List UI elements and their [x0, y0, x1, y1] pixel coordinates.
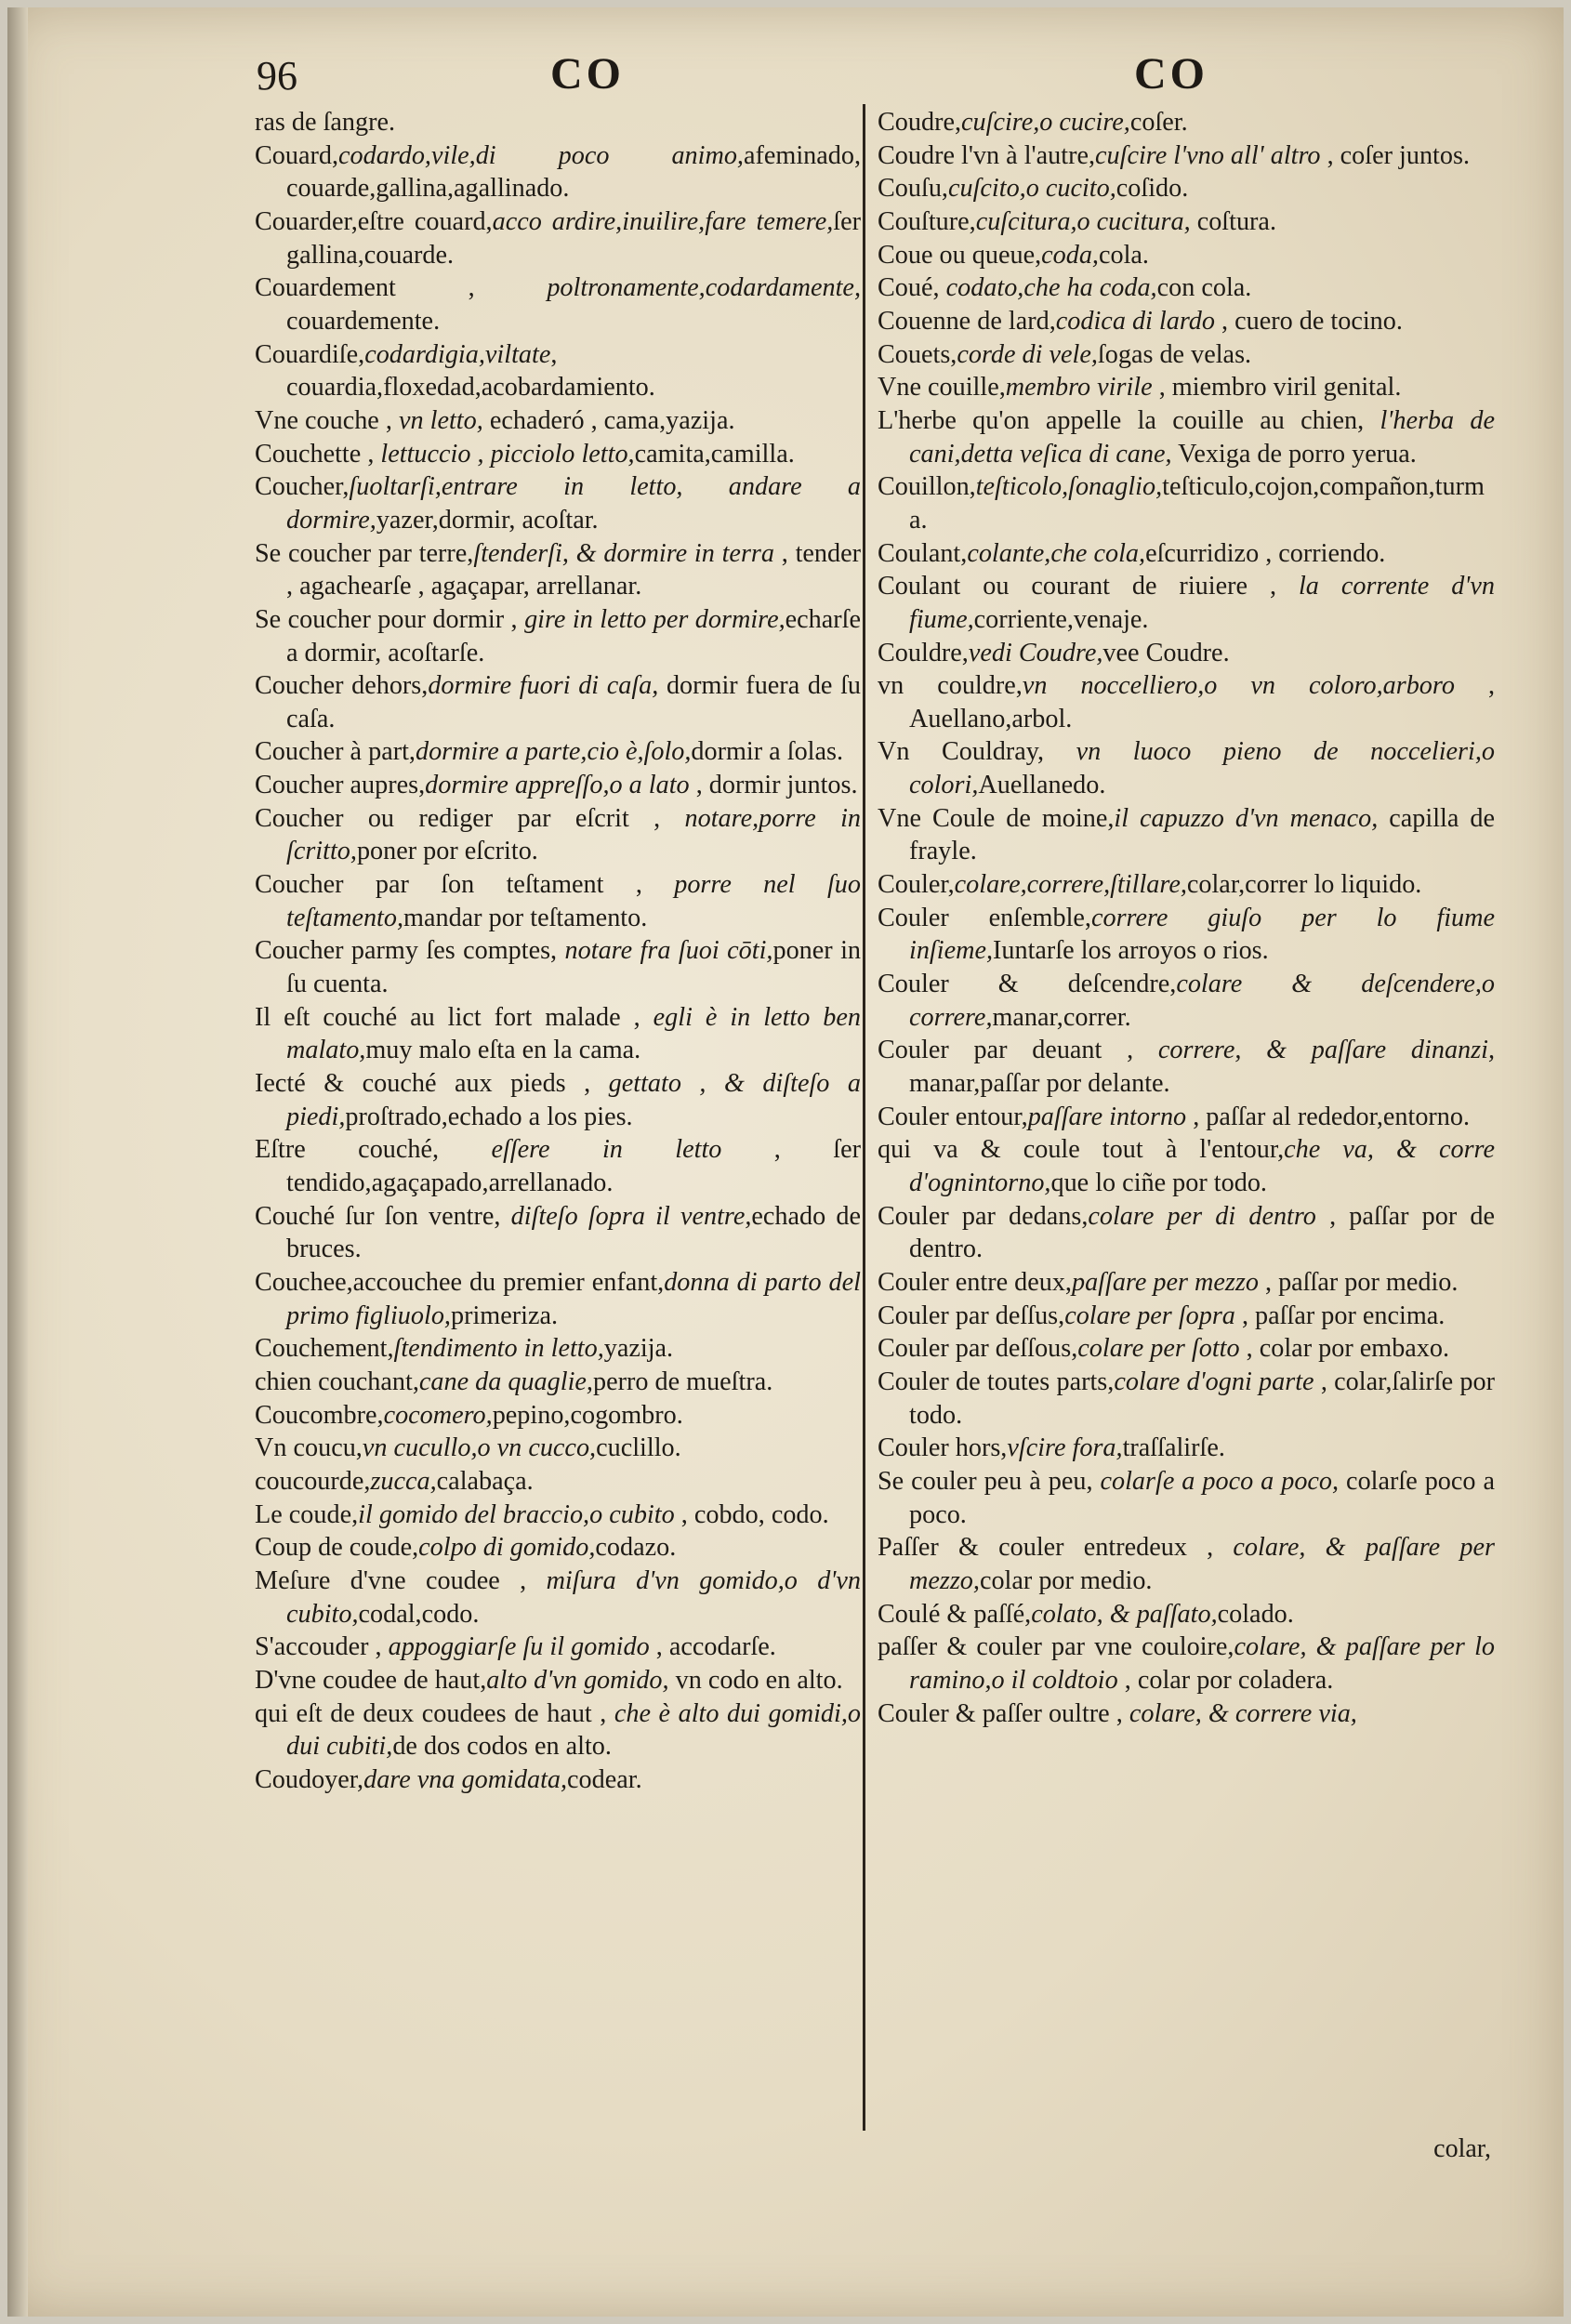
entry-spanish: , cuero de tocino. — [1214, 306, 1403, 336]
dictionary-entry — [255, 1664, 861, 1697]
dictionary-entry — [878, 1200, 1495, 1266]
entry-french: Vne couche , — [255, 405, 399, 435]
entry-spanish: de dos codos en alto. — [392, 1732, 612, 1762]
entry-french: Couarder,eſtre couard, — [255, 206, 493, 236]
entry-spanish: capilla de frayle. — [909, 803, 1495, 866]
dictionary-entry — [878, 637, 1495, 670]
entry-french: Coucher par ſon teſtament , — [255, 870, 675, 900]
entry-spanish: , accodarſe. — [649, 1632, 776, 1662]
entry-spanish: codear. — [567, 1764, 642, 1794]
left-column — [255, 106, 861, 1796]
entry-spanish: traſſalirſe. — [1122, 1433, 1225, 1463]
dictionary-entry — [878, 802, 1495, 868]
entry-italian: ſtenderſi, & dormire in terra — [473, 538, 774, 568]
entry-french: Coucher, — [255, 472, 350, 502]
dictionary-entry — [878, 271, 1495, 305]
running-head-right: CO — [1134, 49, 1208, 99]
dictionary-entry — [255, 1200, 861, 1266]
entry-italian: colato, & paſſato, — [1031, 1599, 1218, 1629]
dictionary-entry — [255, 139, 861, 205]
entry-french: Couſu, — [878, 174, 948, 204]
entry-french: qui eſt de deux coudees de haut , — [255, 1698, 614, 1728]
dictionary-entry — [255, 934, 861, 1000]
entry-italian: cuſcire l'vno all' altro — [1095, 140, 1321, 170]
dictionary-entry — [255, 1531, 861, 1565]
entry-french: Se couler peu à peu, — [878, 1466, 1101, 1496]
entry-spanish: primeriza. — [450, 1301, 559, 1330]
entry-spanish: Iuntarſe los arroyos o rios. — [993, 936, 1269, 966]
dictionary-entry — [255, 1133, 861, 1199]
entry-french: Couler hors, — [878, 1433, 1008, 1463]
entry-spanish: , tender , agachearſe , agaçapar, arrellanar. — [286, 538, 861, 601]
entry-italian: correre, & paſſare dinanzi, — [1157, 1036, 1495, 1065]
entry-italian: dormire fuori di caſa, — [428, 671, 659, 701]
entry-italian: paſſare intorno — [1027, 1102, 1187, 1131]
dictionary-entry — [878, 1432, 1495, 1465]
dictionary-entry — [878, 305, 1495, 338]
entry-spanish: couardemente. — [286, 306, 441, 336]
entry-spanish: colarſe poco a poco. — [909, 1466, 1495, 1529]
entry-french: Coue ou queue, — [878, 240, 1042, 270]
entry-spanish: teſticulo,cojon,compañon,turma. — [909, 472, 1485, 535]
entry-italian: miſura d'vn gomido,o d'vn cubito, — [286, 1565, 861, 1629]
entry-italian: codato,che ha coda, — [945, 273, 1157, 303]
entry-italian: cane da quaglie, — [418, 1367, 593, 1396]
entry-spanish: , coſer juntos. — [1320, 140, 1470, 170]
dictionary-entry — [878, 1366, 1495, 1432]
entry-italian: gettato , & diſteſo a piedi, — [286, 1069, 861, 1131]
entry-french: Couler par deſſus, — [878, 1301, 1065, 1330]
dictionary-entry — [878, 338, 1495, 372]
entry-french: Le coude, — [255, 1499, 359, 1529]
entry-italian: coda, — [1041, 240, 1099, 270]
entry-italian: correre giuſo per lo fiume inſieme, — [909, 903, 1496, 966]
dictionary-entry — [255, 106, 861, 139]
dictionary-entry — [255, 470, 861, 536]
entry-french: Couchette , — [255, 439, 381, 469]
dictionary-entry — [255, 1631, 861, 1664]
entry-italian: egli è in letto ben malato, — [286, 1002, 861, 1065]
entry-french: Vne couille, — [878, 373, 1006, 403]
entry-italian: l'herba de cani,detta veſica di cane, — [909, 405, 1495, 469]
entry-french: Couillon, — [878, 472, 976, 502]
dictionary-entry — [878, 1598, 1495, 1631]
entry-french: Paſſer & couler entredeux , — [878, 1533, 1234, 1563]
book-page — [7, 7, 1564, 2317]
dictionary-entry — [878, 669, 1495, 735]
dictionary-entry — [255, 1001, 861, 1067]
entry-french: Coup de coude, — [255, 1533, 419, 1563]
entry-italian: cuſcito,o cucito, — [947, 174, 1116, 204]
entry-spanish: ſogas de velas. — [1097, 339, 1252, 369]
entry-french: ras de ſangre. — [255, 108, 396, 137]
entry-french: Meſure d'vne coudee , — [255, 1565, 547, 1595]
dictionary-entry — [878, 735, 1495, 801]
entry-spanish: , paſſar por medio. — [1258, 1267, 1459, 1297]
entry-spanish: camita,camilla. — [634, 439, 795, 469]
entry-italian: vn cucullo,o vn cucco, — [362, 1433, 597, 1463]
entry-french: Couchement, — [255, 1334, 394, 1364]
entry-spanish: manar,paſſar por delante. — [909, 1069, 1170, 1099]
dictionary-entry — [255, 1432, 861, 1465]
entry-spanish: dormir fuera de ſu caſa. — [286, 671, 861, 733]
entry-italian: notare,porre in ſcritto, — [286, 803, 861, 866]
dictionary-entry — [255, 205, 861, 271]
entry-spanish: que lo ciñe por todo. — [1050, 1169, 1267, 1197]
dictionary-entry — [255, 1366, 861, 1399]
dictionary-entry — [255, 1399, 861, 1433]
entry-spanish: , Auellano,arbol. — [909, 671, 1495, 733]
dictionary-entry — [878, 1266, 1495, 1300]
dictionary-entry — [878, 371, 1495, 404]
entry-spanish: , paſſar por encima. — [1234, 1301, 1446, 1330]
entry-italian: il capuzzo d'vn menaco, — [1114, 803, 1379, 833]
entry-italian: colare,correre,ſtillare, — [954, 870, 1187, 900]
entry-spanish: afeminado, couarde,gallina,agallinado. — [286, 140, 861, 204]
dictionary-entry — [255, 802, 861, 868]
entry-french: vn couldre, — [878, 671, 1023, 701]
dictionary-entry — [255, 338, 861, 404]
entry-french: Coucher ou rediger par eſcrit , — [255, 803, 685, 833]
entry-french: Coulant ou courant de riuiere , — [878, 572, 1299, 601]
dictionary-entry — [878, 1034, 1495, 1100]
entry-italian: dormire appreſſo,o a lato — [425, 771, 690, 800]
entry-french: Couler enſemble, — [878, 903, 1091, 932]
entry-spanish: perro de mueſtra. — [592, 1367, 773, 1396]
entry-spanish: cuclillo. — [596, 1433, 681, 1463]
entry-spanish: Auellanedo. — [978, 771, 1106, 800]
dictionary-entry — [878, 1300, 1495, 1333]
dictionary-entry — [255, 1499, 861, 1532]
entry-french: L'herbe qu'on appelle la couille au chien, — [878, 405, 1380, 435]
entry-spanish: codazo. — [595, 1533, 677, 1563]
entry-spanish: con cola. — [1156, 273, 1252, 303]
entry-spanish: muy malo eſta en la cama. — [365, 1036, 641, 1065]
entry-italian: colare d'ogni parte — [1114, 1367, 1314, 1396]
entry-italian: colante,che cola, — [967, 538, 1146, 568]
dictionary-entry — [255, 735, 861, 769]
entry-french: D'vne coudee de haut, — [255, 1665, 487, 1695]
dictionary-entry — [878, 537, 1495, 571]
dictionary-entry — [255, 603, 861, 669]
dictionary-entry — [255, 1266, 861, 1332]
entry-italian: paſſare per mezzo — [1071, 1267, 1259, 1297]
dictionary-entry — [255, 271, 861, 337]
entry-spanish: eſcurridizo , corriendo. — [1145, 538, 1386, 568]
entry-italian: vn luoco pieno de noccelieri,o colori, — [909, 737, 1496, 800]
entry-italian: donna di parto del primo figliuolo, — [286, 1267, 861, 1330]
entry-italian: ſuoltarſi,entrare in letto, andare a dormire, — [286, 472, 861, 535]
entry-french: Coué, — [878, 273, 946, 303]
dictionary-entry — [878, 1697, 1495, 1731]
entry-italian: che è alto dui gomidi,o dui cubiti, — [286, 1698, 861, 1762]
entry-french: Couenne de lard, — [878, 306, 1056, 336]
entry-french: Couchee,accouchee du premier enfant, — [255, 1267, 665, 1297]
entry-italian: codardigia,viltate — [364, 339, 551, 369]
dictionary-entry — [878, 1531, 1495, 1597]
entry-spanish: , paſſar al rededor,entorno. — [1186, 1102, 1471, 1131]
entry-italian: vedi Coudre, — [968, 638, 1103, 667]
entry-italian: corde di vele, — [957, 339, 1098, 369]
entry-italian: diſteſo ſopra il ventre, — [510, 1201, 752, 1231]
entry-french: Se coucher par terre, — [255, 538, 474, 568]
entry-spanish: , paſſar por de dentro. — [909, 1201, 1495, 1264]
entry-italian: acco ardire,inuilire,fare temere, — [492, 206, 834, 236]
dictionary-entry — [878, 1332, 1495, 1366]
dictionary-entry — [255, 769, 861, 802]
entry-spanish: , dormir juntos. — [689, 771, 858, 800]
entry-spanish: , colar,ſalirſe por todo. — [909, 1367, 1495, 1430]
dictionary-entry — [255, 868, 861, 934]
dictionary-entry — [878, 205, 1495, 239]
entry-spanish: , couardia,floxedad,acobardamiento. — [286, 339, 655, 403]
dictionary-entry — [878, 1631, 1495, 1697]
entry-italian: membro virile — [1005, 373, 1153, 403]
entry-french: Couché ſur ſon ventre, — [255, 1201, 511, 1231]
entry-french: Se coucher pour dormir , — [255, 604, 525, 634]
dictionary-entry — [255, 1465, 861, 1499]
entry-italian: codardo,vile,di poco animo, — [338, 140, 744, 170]
entry-spanish: corriente,venaje. — [973, 604, 1149, 634]
dictionary-entry — [255, 669, 861, 735]
entry-italian: colpo di gomido, — [418, 1533, 596, 1563]
entry-french: Couard, — [255, 140, 339, 170]
entry-spanish: codal,codo. — [358, 1599, 480, 1629]
entry-italian: zucca, — [370, 1466, 437, 1496]
entry-italian: poltronamente,codardamente, — [547, 273, 861, 303]
entry-french: Couſture, — [878, 206, 976, 236]
entry-spanish: yazija. — [603, 1334, 674, 1364]
entry-italian: colare per ſotto — [1077, 1334, 1240, 1364]
entry-spanish: manar,correr. — [992, 1002, 1131, 1032]
entry-italian: lettuccio , picciolo letto, — [380, 439, 635, 469]
running-head-left: CO — [550, 49, 625, 99]
catchword: colar, — [1433, 2134, 1491, 2163]
entry-french: Coucher à part, — [255, 737, 416, 767]
right-column — [878, 106, 1495, 1730]
entry-spanish: coſtura. — [1190, 206, 1276, 236]
entry-french: Iecté & couché aux pieds , — [255, 1069, 609, 1099]
entry-french: Il eſt couché au lict fort malade , — [255, 1002, 653, 1032]
entry-french: Coulé & paſſé, — [878, 1599, 1032, 1629]
dictionary-entry — [878, 570, 1495, 636]
entry-italian: colarſe a poco a poco, — [1100, 1466, 1340, 1496]
binding-gutter — [7, 7, 28, 2317]
dictionary-entry — [878, 239, 1495, 272]
entry-spanish: dormir a ſolas. — [691, 737, 844, 767]
dictionary-entry — [878, 106, 1495, 139]
entry-spanish: , colar por embaxo. — [1239, 1334, 1450, 1364]
dictionary-entry — [255, 1763, 861, 1797]
entry-french: Couler de toutes parts, — [878, 1367, 1115, 1396]
entry-italian: dare vna gomidata, — [363, 1764, 568, 1794]
entry-italian: vſcire fora, — [1007, 1433, 1123, 1463]
entry-french: Vne Coule de moine, — [878, 803, 1115, 833]
entry-french: chien couchant, — [255, 1367, 419, 1396]
entry-french: Coudoyer, — [255, 1764, 364, 1794]
entry-french: Coucher parmy ſes comptes, — [255, 936, 565, 966]
dictionary-entry — [878, 968, 1495, 1034]
entry-french: Coucher aupres, — [255, 771, 426, 800]
entry-italian: alto d'vn gomido, — [486, 1665, 669, 1695]
entry-italian: il gomido del braccio,o cubito — [358, 1499, 675, 1529]
entry-italian: porre nel ſuo teſtamento, — [286, 870, 861, 932]
entry-french: Couler & deſcendre, — [878, 970, 1177, 999]
entry-italian: colare & deſcendere,o correre, — [909, 970, 1496, 1032]
entry-spanish: cola. — [1098, 240, 1149, 270]
entry-italian: cuſcitura,o cucitura, — [975, 206, 1191, 236]
entry-spanish: vn codo en alto. — [668, 1665, 843, 1695]
entry-french: Couler entre deux, — [878, 1267, 1072, 1297]
entry-italian: cuſcire,o cucire, — [961, 108, 1130, 137]
entry-italian: colare, & paſſare per lo ramino,o il coldtoio — [909, 1632, 1495, 1695]
entry-french: Couler par deſſous, — [878, 1334, 1078, 1364]
entry-french: coucourde, — [255, 1466, 371, 1496]
entry-italian: che va, & corre d'ognintorno, — [909, 1135, 1495, 1197]
dictionary-entry — [255, 1332, 861, 1366]
entry-spanish: poner por eſcrito. — [356, 837, 538, 866]
entry-spanish: colar,correr lo liquido. — [1186, 870, 1422, 900]
entry-italian: notare fra ſuoi cōti, — [564, 936, 773, 966]
entry-spanish: echarſe a dormir, acoſtarſe. — [286, 604, 861, 667]
entry-spanish: , cobdo, codo. — [674, 1499, 829, 1529]
column-divider — [863, 104, 865, 2131]
entry-french: Coudre l'vn à l'autre, — [878, 140, 1096, 170]
dictionary-entry — [255, 1067, 861, 1133]
entry-italian: appoggiarſe ſu il gomido — [388, 1632, 650, 1662]
entry-spanish: pepino,cogombro. — [492, 1400, 683, 1430]
entry-french: Coucher dehors, — [255, 671, 429, 701]
entry-french: Couardement , — [255, 273, 548, 303]
entry-french: Vn Couldray, — [878, 737, 1076, 767]
entry-spanish: yazer,dormir, acoſtar. — [376, 505, 599, 535]
dictionary-entry — [878, 470, 1495, 536]
entry-italian: colare per di dentro — [1088, 1201, 1316, 1231]
entry-french: Couardiſe, — [255, 339, 365, 369]
entry-french: Couler par deuant , — [878, 1036, 1158, 1065]
dictionary-entry — [255, 1697, 861, 1763]
entry-italian: dormire a parte,cio è,ſolo, — [415, 737, 692, 767]
entry-italian: colare, & correre via, — [1129, 1698, 1357, 1728]
entry-french: qui va & coule tout à l'entour, — [878, 1135, 1285, 1165]
entry-spanish: Vexiga de porro yerua. — [1171, 439, 1417, 469]
entry-french: Coucombre, — [255, 1400, 384, 1430]
entry-italian: la corrente d'vn fiume, — [909, 572, 1495, 634]
dictionary-entry — [878, 902, 1495, 968]
entry-french: paſſer & couler par vne couloire, — [878, 1632, 1234, 1662]
entry-italian: vn letto, — [398, 405, 483, 435]
entry-italian: codica di lardo — [1055, 306, 1215, 336]
entry-french: S'accouder , — [255, 1632, 389, 1662]
dictionary-entry — [878, 1133, 1495, 1199]
entry-spanish: colado. — [1217, 1599, 1294, 1629]
entry-french: Couler, — [878, 870, 955, 900]
dictionary-entry — [878, 868, 1495, 902]
entry-spanish: poner in ſu cuenta. — [286, 936, 862, 999]
entry-italian: gire in letto per dormire, — [524, 604, 786, 634]
entry-french: Vn coucu, — [255, 1433, 363, 1463]
entry-spanish: , miembro viril genital. — [1152, 373, 1402, 403]
entry-french: Coulant, — [878, 538, 968, 568]
entry-french: Eſtre couché, — [255, 1135, 492, 1165]
dictionary-entry — [255, 404, 861, 438]
entry-spanish: calabaça. — [436, 1466, 534, 1496]
entry-spanish: ſer gallina,couarde. — [286, 206, 861, 270]
entry-french: Coudre, — [878, 108, 962, 137]
dictionary-entry — [255, 1565, 861, 1631]
entry-french: Couets, — [878, 339, 957, 369]
entry-italian: cocomero, — [383, 1400, 493, 1430]
entry-italian: ſtendimento in letto, — [393, 1334, 604, 1364]
dictionary-entry — [878, 1101, 1495, 1134]
entry-spanish: echado de bruces. — [286, 1201, 861, 1264]
dictionary-entry — [878, 172, 1495, 205]
entry-italian: colare per ſopra — [1064, 1301, 1235, 1330]
entry-spanish: proſtrado,echado a los pies. — [345, 1102, 633, 1131]
entry-spanish: coſido. — [1116, 174, 1189, 204]
entry-spanish: , ſer tendido,agaçapado,arrellanado. — [286, 1135, 861, 1197]
entry-french: Couler & paſſer oultre , — [878, 1698, 1129, 1728]
entry-french: Couler entour, — [878, 1102, 1028, 1131]
entry-spanish: coſer. — [1129, 108, 1188, 137]
entry-spanish: vee Coudre. — [1102, 638, 1230, 667]
entry-italian: vn noccelliero,o vn coloro,arboro — [1022, 671, 1455, 701]
entry-italian: eſſere in letto — [491, 1135, 722, 1165]
entry-spanish: mandar por teſtamento. — [403, 903, 648, 932]
dictionary-entry — [878, 139, 1495, 173]
entry-spanish: , colar por coladera. — [1117, 1665, 1334, 1695]
entry-french: Couldre, — [878, 638, 969, 667]
entry-spanish: colar por medio. — [979, 1565, 1153, 1595]
entry-french: Couler par dedans, — [878, 1201, 1089, 1231]
entry-italian: teſticolo,ſonaglio, — [975, 472, 1163, 502]
entry-italian: colare, & paſſare per mezzo, — [909, 1533, 1495, 1595]
dictionary-entry — [878, 404, 1495, 470]
entry-spanish: echaderó , cama,yazija. — [482, 405, 735, 435]
dictionary-entry — [255, 438, 861, 471]
dictionary-entry — [255, 537, 861, 603]
page-number: 96 — [257, 53, 297, 99]
dictionary-entry — [878, 1465, 1495, 1531]
